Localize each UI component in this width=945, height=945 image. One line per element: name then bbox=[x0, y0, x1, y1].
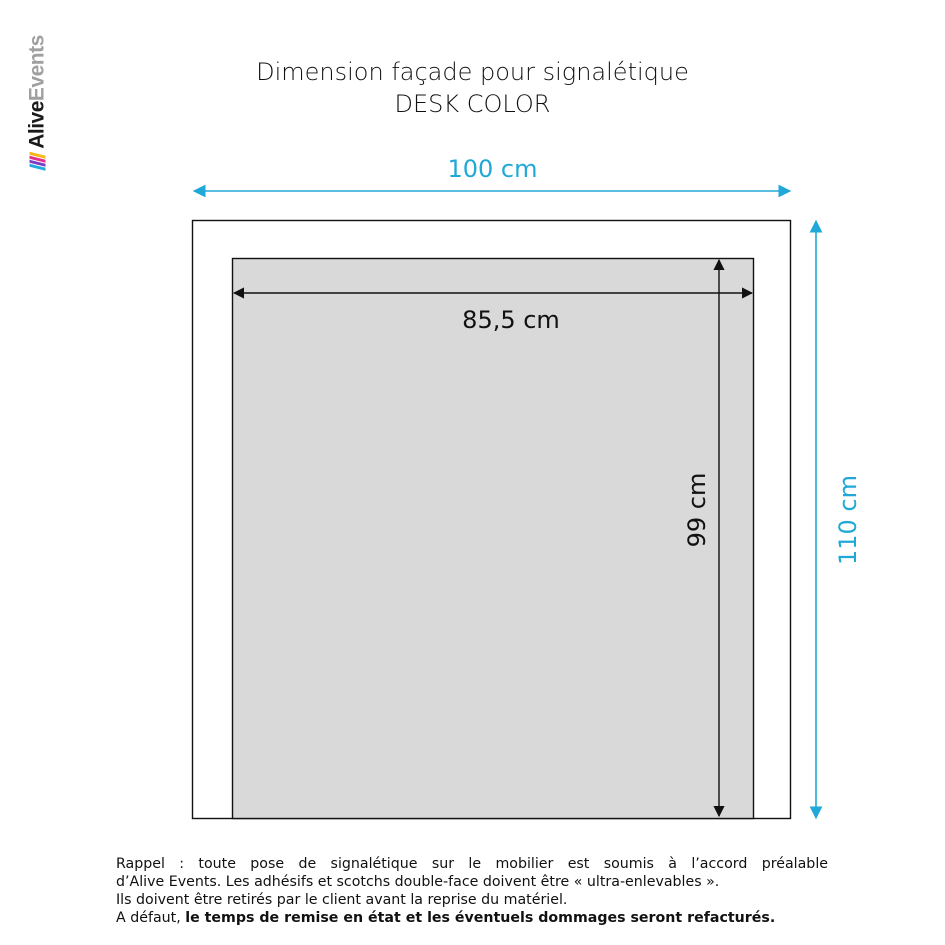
notice-line-4-prefix: A défaut, bbox=[116, 910, 186, 926]
page-title: Dimension façade pour signalétique bbox=[256, 58, 689, 86]
logo-events-text: Events bbox=[25, 35, 49, 102]
notice-block bbox=[116, 855, 828, 927]
notice-line-4 bbox=[116, 909, 828, 927]
notice-line-2: d’Alive Events. Les adhésifs et scotchs double-face doivent être « ultra-enlevables ». bbox=[116, 874, 720, 890]
notice-line-1: Rappel : toute pose de signalétique sur le mobilier est soumis à l’accord préalable bbox=[116, 856, 828, 872]
page-subtitle: DESK COLOR bbox=[394, 90, 551, 118]
notice-line-3: Ils doivent être retirés par le client avant la reprise du matériel. bbox=[116, 892, 568, 908]
outer-width-label: 100 cm bbox=[447, 155, 538, 183]
outer-height-label: 110 cm bbox=[834, 474, 862, 566]
inner-height-label: 99 cm bbox=[683, 472, 711, 548]
inner-signage-panel bbox=[233, 259, 754, 819]
notice-line-4-bold: le temps de remise en état et les éventuels dommages seront refacturés. bbox=[185, 910, 776, 926]
logo-alive-text: Alive bbox=[25, 101, 49, 149]
inner-width-label: 85,5 cm bbox=[462, 306, 560, 334]
